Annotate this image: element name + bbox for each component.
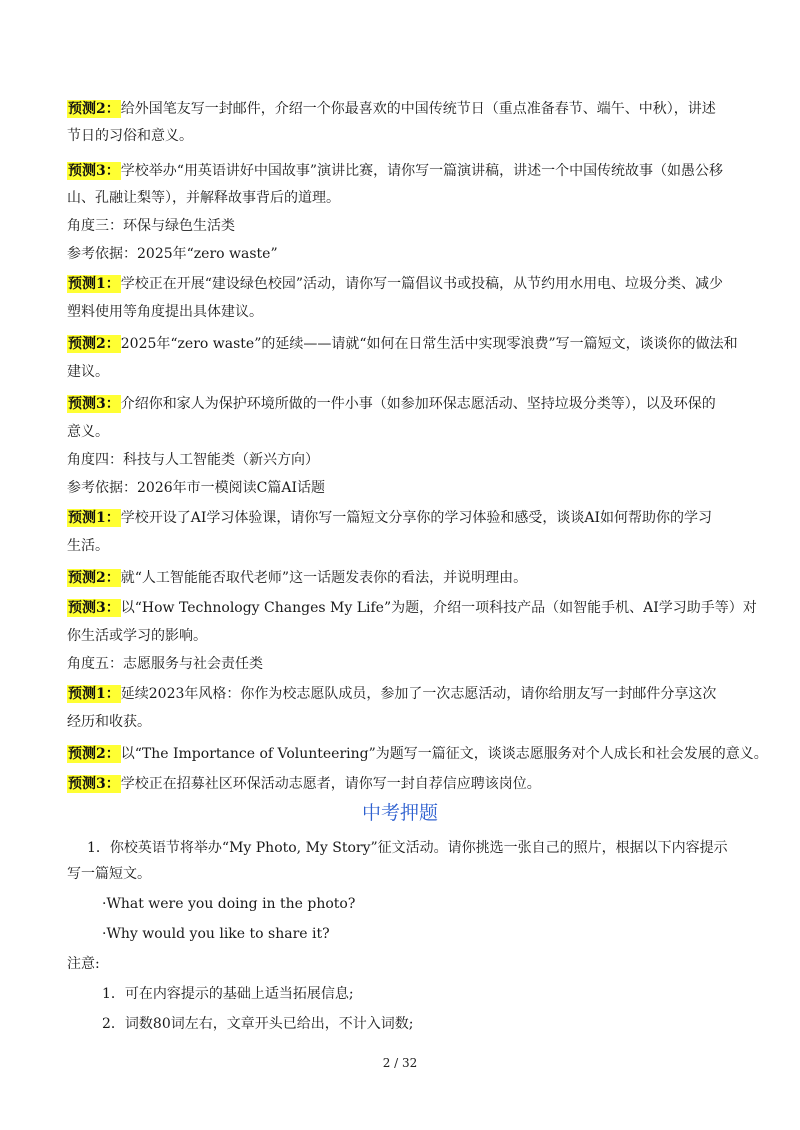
section-angle bbox=[67, 216, 735, 236]
prediction-tag: 预测3： bbox=[68, 600, 120, 616]
prediction-line bbox=[67, 334, 738, 354]
prediction-tag: 预测2： bbox=[68, 101, 120, 117]
line-text: 延续2023年风格：你作为校志愿队成员，参加了一次志愿活动，请你给朋友写一封邮件分享这次 bbox=[120, 686, 717, 702]
section-title: 中考押题 bbox=[361, 802, 438, 824]
line-text: 角度四：科技与人工智能类（新兴方向） bbox=[67, 452, 319, 468]
line-text: 经历和收获。 bbox=[67, 714, 151, 730]
prediction-line bbox=[67, 598, 757, 618]
line-text: 学校开设了AI学习体验课，请你写一篇短文分享你的学习体验和感受，谈谈AI如何帮助你的学习 bbox=[120, 510, 713, 526]
section-angle bbox=[67, 450, 735, 470]
reference-basis bbox=[67, 244, 735, 264]
line-text: 介绍你和家人为保护环境所做的一件小事（如参加环保志愿活动、坚持垃圾分类等），以及环保的 bbox=[120, 396, 716, 412]
page-number: 2 / 32 bbox=[382, 1056, 418, 1070]
prediction-line bbox=[67, 99, 735, 119]
prompt-bullet: ·Why would you like to share it? bbox=[102, 926, 330, 942]
line-text: 参考依据：2025年“zero waste” bbox=[67, 246, 278, 262]
continuation-line bbox=[67, 126, 735, 146]
prediction-tag: 预测2： bbox=[68, 746, 120, 762]
prompt-bullet: ·What were you doing in the photo? bbox=[102, 896, 356, 912]
line-text: 2025年“zero waste”的延续——请就“如何在日常生活中实现零浪费”写一篇短文，谈谈你的做法和 bbox=[120, 336, 738, 352]
continuation-line bbox=[67, 302, 735, 322]
line-text: 生活。 bbox=[67, 538, 109, 554]
prediction-line bbox=[67, 274, 735, 294]
line-text: 以“How Technology Changes My Life”为题，介绍一项科技产品（如智能手机、AI学习助手等）对 bbox=[120, 600, 757, 616]
line-text: 学校正在招募社区环保活动志愿者，请你写一封自荐信应聘该岗位。 bbox=[120, 776, 541, 792]
continuation-line bbox=[67, 188, 735, 208]
section-angle bbox=[67, 654, 735, 674]
reference-basis bbox=[67, 478, 735, 498]
prediction-tag: 预测3： bbox=[68, 776, 120, 792]
continuation-line bbox=[67, 362, 735, 382]
prediction-line bbox=[67, 774, 735, 794]
prediction-line bbox=[67, 568, 735, 588]
prediction-tag: 预测1： bbox=[68, 686, 120, 702]
prediction-line bbox=[67, 508, 735, 528]
line-text: 角度三：环保与绿色生活类 bbox=[67, 218, 235, 234]
prediction-tag: 预测3： bbox=[68, 396, 120, 412]
prediction-line bbox=[67, 684, 735, 704]
line-text: 塑料使用等角度提出具体建议。 bbox=[67, 304, 263, 320]
prediction-line bbox=[67, 744, 768, 764]
line-text: 就“人工智能能否取代老师”这一话题发表你的看法，并说明理由。 bbox=[120, 570, 528, 586]
continuation-line bbox=[67, 536, 735, 556]
prediction-line bbox=[67, 161, 735, 181]
line-text: 学校举办“用英语讲好中国故事”演讲比赛，请你写一篇演讲稿，讲述一个中国传统故事（如愚公移 bbox=[120, 163, 724, 179]
question-line: 1．你校英语节将举办“My Photo, My Story”征文活动。请你挑选一张自己的照片，根据以下内容提示 bbox=[87, 840, 728, 856]
prediction-tag: 预测2： bbox=[68, 570, 120, 586]
line-text: 以“The Importance of Volunteering”为题写一篇征文，谈谈志愿服务对个人成长和社会发展的意义。 bbox=[120, 746, 768, 762]
prediction-tag: 预测2： bbox=[68, 336, 120, 352]
line-text: 建议。 bbox=[67, 364, 109, 380]
continuation-line bbox=[67, 712, 735, 732]
line-text: 你生活或学习的影响。 bbox=[67, 628, 207, 644]
prediction-tag: 预测1： bbox=[68, 510, 120, 526]
line-text: 意义。 bbox=[67, 424, 109, 440]
notes-heading: 注意: bbox=[67, 956, 100, 972]
continuation-line bbox=[67, 422, 735, 442]
line-text: 给外国笔友写一封邮件，介绍一个你最喜欢的中国传统节日（重点准备春节、端午、中秋），讲述 bbox=[120, 101, 716, 117]
line-text: 山、孔融让梨等），并解释故事背后的道理。 bbox=[67, 190, 340, 206]
prediction-line bbox=[67, 394, 735, 414]
prediction-tag: 预测1： bbox=[68, 276, 120, 292]
question-line: 写一篇短文。 bbox=[67, 866, 151, 882]
line-text: 角度五：志愿服务与社会责任类 bbox=[67, 656, 263, 672]
line-text: 学校正在开展“建设绿色校园”活动，请你写一篇倡议书或投稿，从节约用水用电、垃圾分类、减少 bbox=[120, 276, 724, 292]
note-item: 1．可在内容提示的基础上适当拓展信息; bbox=[102, 986, 354, 1002]
line-text: 节日的习俗和意义。 bbox=[67, 128, 193, 144]
continuation-line bbox=[67, 626, 735, 646]
note-item: 2．词数80词左右，文章开头已给出，不计入词数; bbox=[102, 1016, 414, 1032]
prediction-tag: 预测3： bbox=[68, 163, 120, 179]
line-text: 参考依据：2026年市一模阅读C篇AI话题 bbox=[67, 480, 325, 496]
